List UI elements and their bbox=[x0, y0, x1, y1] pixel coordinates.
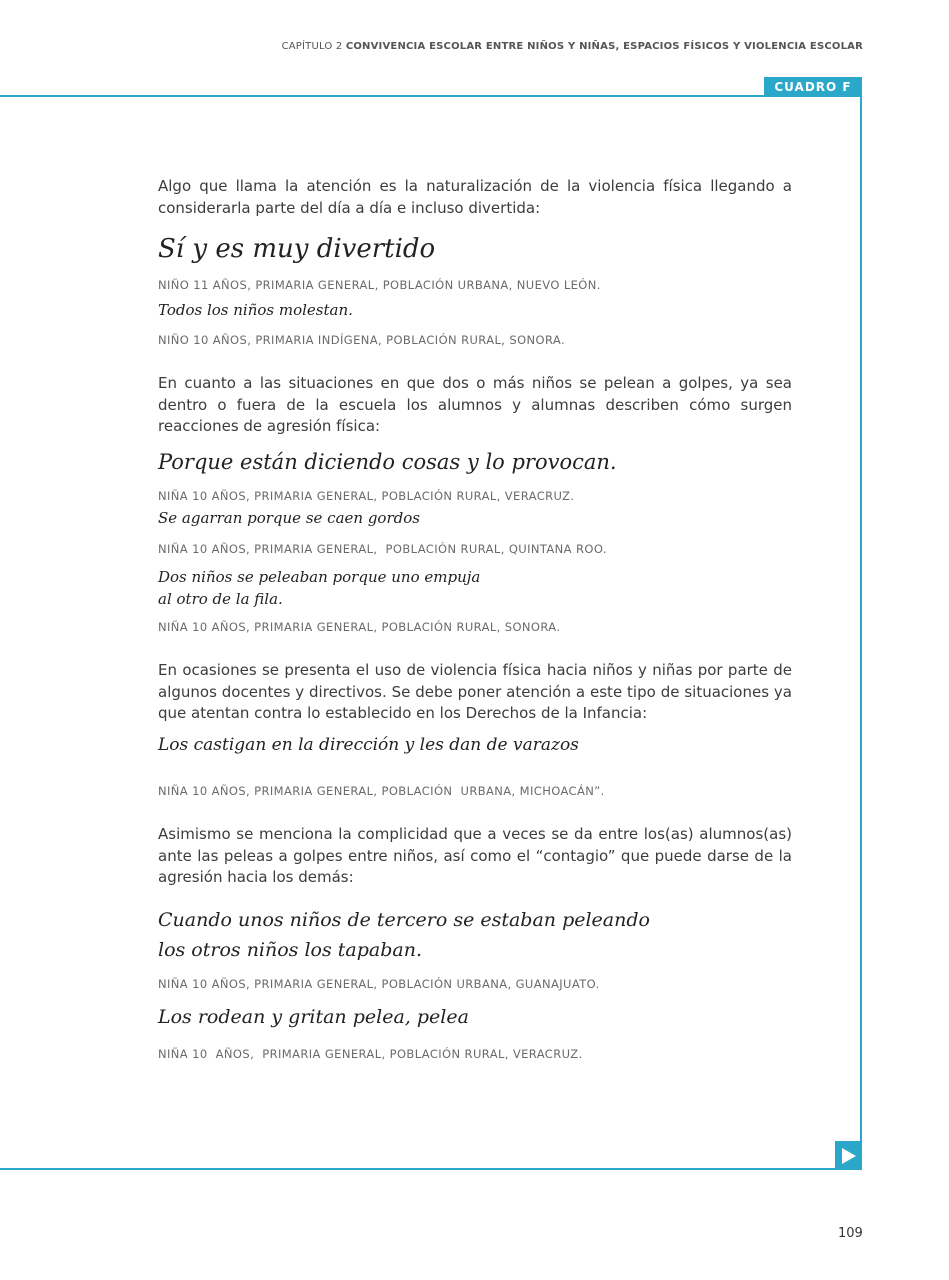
quote-caption: NIÑA 10 AÑOS, PRIMARIA GENERAL, POBLACIÓN RURAL, VERACRUZ. bbox=[158, 1047, 583, 1061]
handwritten-quote: Dos niños se peleaban porque uno empuja al otro de la fila. bbox=[158, 568, 481, 608]
body-paragraph: Algo que llama la atención es la naturalización de la violencia física llegando a considerarla parte del día a día e incluso divertida: bbox=[158, 177, 792, 217]
handwritten-quote: Todos los niños molestan. bbox=[158, 301, 353, 319]
chapter-title: CONVIVENCIA ESCOLAR ENTRE NIÑOS Y NIÑAS, ESPACIOS FÍSICOS Y VIOLENCIA ESCOLAR bbox=[345, 41, 863, 52]
handwritten-quote: Cuando unos niños de tercero se estaban peleando los otros niños los tapaban. bbox=[158, 909, 650, 961]
handwritten-quote: Se agarran porque se caen gordos bbox=[158, 509, 420, 527]
quote-caption: NIÑA 10 AÑOS, PRIMARIA GENERAL, POBLACIÓN URBANA, MICHOACÁN”. bbox=[158, 784, 605, 798]
handwritten-quote: Los castigan en la dirección y les dan de varazos bbox=[158, 735, 579, 755]
handwritten-quote: Sí y es muy divertido bbox=[158, 234, 436, 264]
frame-top-rule bbox=[0, 95, 862, 97]
body-paragraph: Asimismo se menciona la complicidad que a veces se da entre los(as) alumnos(as) ante las peleas a golpes entre niños, así como el “contagio” que puede darse de la agresión hacia los demás: bbox=[158, 825, 792, 886]
box-label: CUADRO F bbox=[764, 77, 862, 97]
quote-caption: NIÑA 10 AÑOS, PRIMARIA GENERAL, POBLACIÓN RURAL, SONORA. bbox=[158, 620, 561, 634]
frame-bottom-rule bbox=[0, 1168, 862, 1170]
quote-caption: NIÑA 10 AÑOS, PRIMARIA GENERAL, POBLACIÓN RURAL, VERACRUZ. bbox=[158, 489, 575, 503]
page-number: 109 bbox=[838, 1226, 863, 1241]
next-page-button[interactable] bbox=[835, 1141, 862, 1170]
quote-caption: NIÑO 11 AÑOS, PRIMARIA GENERAL, POBLACIÓN URBANA, NUEVO LEÓN. bbox=[158, 278, 601, 292]
quote-caption: NIÑA 10 AÑOS, PRIMARIA GENERAL, POBLACIÓN URBANA, GUANAJUATO. bbox=[158, 977, 600, 991]
frame-right-rule bbox=[860, 77, 862, 1170]
quote-caption: NIÑA 10 AÑOS, PRIMARIA GENERAL, POBLACIÓN RURAL, QUINTANA ROO. bbox=[158, 542, 607, 556]
play-arrow-icon bbox=[841, 1147, 857, 1165]
handwritten-quote: Porque están diciendo cosas y lo provocan. bbox=[158, 450, 617, 474]
handwritten-quote: Los rodean y gritan pelea, pelea bbox=[158, 1006, 469, 1028]
body-paragraph: En ocasiones se presenta el uso de violencia física hacia niños y niñas por parte de algunos docentes y directivos. Se debe poner atención a este tipo de situaciones ya que atentan contra lo establecido en los Derechos de la Infancia: bbox=[158, 661, 792, 722]
running-header bbox=[282, 41, 863, 52]
quote-caption: NIÑO 10 AÑOS, PRIMARIA INDÍGENA, POBLACIÓN RURAL, SONORA. bbox=[158, 333, 566, 347]
chapter-prefix: CAPÍTULO 2 bbox=[281, 41, 343, 52]
body-paragraph: En cuanto a las situaciones en que dos o más niños se pelean a golpes, ya sea dentro o fuera de la escuela los alumnos y alumnas describen cómo surgen reacciones de agresión física: bbox=[158, 374, 792, 435]
